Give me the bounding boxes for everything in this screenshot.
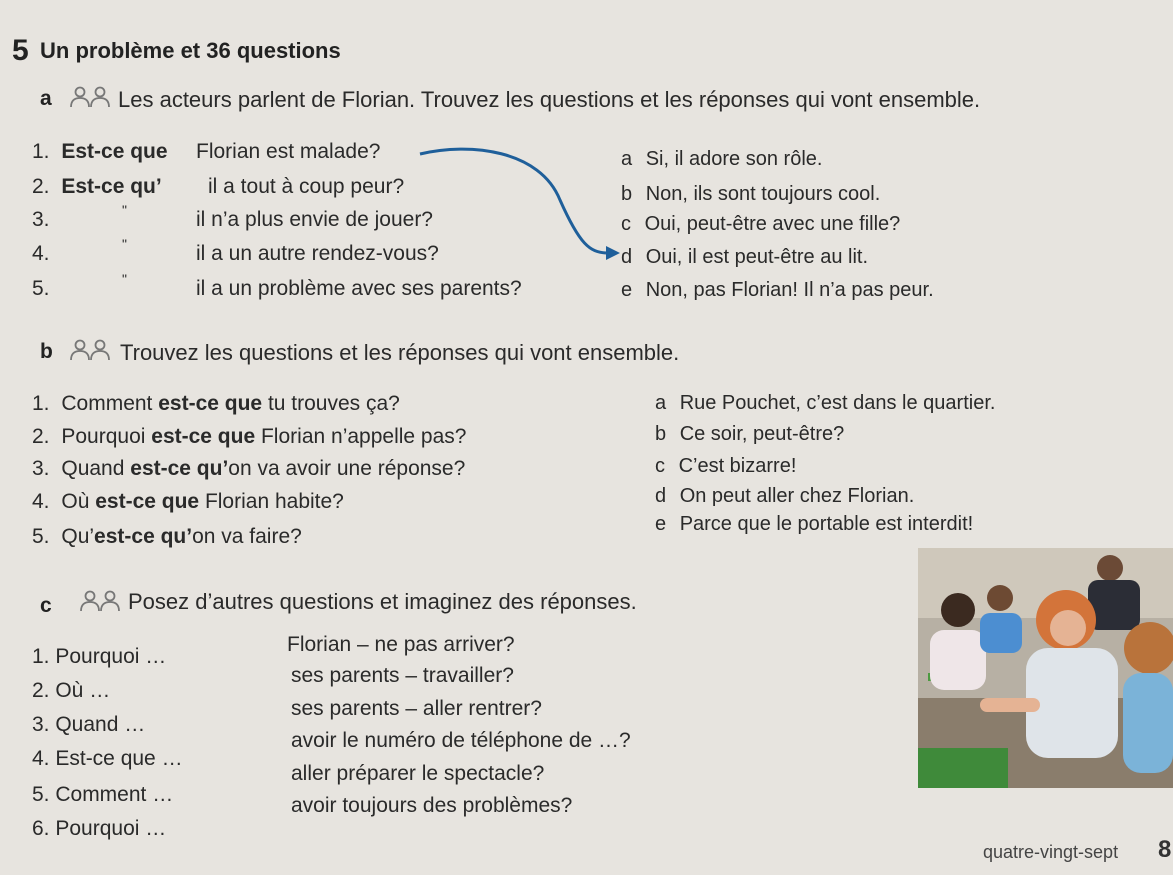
exercise-title: Un problème et 36 questions: [40, 38, 341, 63]
b-answer-a: [655, 392, 995, 415]
q-keyword: est-ce que: [95, 490, 200, 513]
answer-text: C’est bizarre!: [678, 455, 797, 477]
a-question-5-ditto: ": [122, 271, 127, 287]
q-keyword: est-ce que: [158, 392, 263, 415]
a-answer-e: [621, 279, 934, 302]
q-pre: Pourquoi: [61, 425, 146, 448]
b-answer-d: [655, 485, 914, 508]
c-question-3: 3. Quand …: [32, 713, 146, 736]
a-question-2-text: il a tout à coup peur?: [208, 175, 405, 198]
answer-text: On peut aller chez Florian.: [679, 485, 915, 507]
c-prompt-2: ses parents – travailler?: [291, 664, 514, 687]
q-pre: Qu’: [61, 525, 95, 548]
q-num: 4.: [32, 490, 50, 513]
page-number: 8: [1158, 836, 1172, 863]
q-num: 1.: [32, 392, 50, 415]
answer-letter: b: [655, 423, 667, 445]
answer-letter: e: [655, 513, 667, 535]
answer-text: Rue Pouchet, c’est dans le quartier.: [679, 392, 996, 414]
a-question-2: [32, 175, 162, 199]
q-lead: Est-ce que: [61, 140, 168, 163]
matching-arrow: [410, 140, 633, 265]
a-question-3-text: il n’a plus envie de jouer?: [196, 208, 433, 231]
answer-letter: e: [621, 279, 633, 301]
section-c-instruction: Posez d’autres questions et imaginez des réponses.: [128, 589, 637, 614]
q-pre: Quand: [61, 457, 125, 480]
a-question-1: [32, 140, 168, 164]
b-question-4: [32, 490, 344, 514]
answer-letter: a: [655, 392, 667, 414]
pair-work-icon: [78, 590, 122, 612]
q-pre: Où: [61, 490, 90, 513]
a-question-5-num: 5.: [32, 277, 50, 300]
answer-letter: b: [621, 183, 633, 205]
q-post: Florian habite?: [204, 490, 344, 513]
q-keyword: est-ce qu’: [130, 457, 229, 480]
a-answer-c: [621, 213, 900, 236]
a-question-4-ditto: ": [122, 236, 127, 252]
q-keyword: est-ce que: [151, 425, 256, 448]
q-num: 1.: [32, 140, 50, 163]
pair-work-icon: [68, 339, 112, 361]
section-b-letter: b: [40, 340, 53, 363]
page-number-words: quatre-vingt-sept: [983, 842, 1119, 862]
answer-letter: c: [655, 455, 665, 477]
classroom-photo: [918, 548, 1173, 788]
exercise-number: 5: [12, 34, 29, 67]
b-question-1: [32, 392, 400, 416]
section-a-instruction: Les acteurs parlent de Florian. Trouvez les questions et les réponses qui vont ensemble.: [118, 87, 981, 112]
pair-work-icon: [68, 86, 112, 108]
a-answer-b: [621, 183, 880, 206]
c-prompt-1: Florian – ne pas arriver?: [287, 633, 515, 656]
a-question-4-num: 4.: [32, 242, 50, 265]
q-num: 5.: [32, 525, 50, 548]
q-lead: Est-ce qu’: [61, 175, 162, 198]
section-b-instruction: Trouvez les questions et les réponses qui vont ensemble.: [120, 340, 680, 365]
b-question-2: [32, 425, 466, 449]
answer-letter: c: [621, 213, 631, 235]
answer-text: Ce soir, peut-être?: [679, 423, 845, 445]
q-post: on va avoir une réponse?: [228, 457, 466, 480]
q-post: tu trouves ça?: [267, 392, 400, 415]
c-question-5: 5. Comment …: [32, 783, 174, 806]
answer-text: Parce que le portable est interdit!: [679, 513, 974, 535]
answer-text: Oui, peut-être avec une fille?: [644, 213, 901, 235]
section-c-letter: c: [40, 594, 52, 617]
a-question-3-num: 3.: [32, 208, 50, 231]
answer-text: Oui, il est peut-être au lit.: [645, 246, 869, 268]
a-answer-a: [621, 148, 822, 171]
answer-letter: d: [621, 246, 633, 268]
q-num: 2.: [32, 175, 50, 198]
c-question-2: 2. Où …: [32, 679, 111, 702]
q-num: 2.: [32, 425, 50, 448]
answer-letter: d: [655, 485, 667, 507]
b-question-5: [32, 525, 302, 549]
a-answer-d: [621, 246, 868, 269]
b-answer-c: [655, 455, 796, 478]
answer-text: Non, ils sont toujours cool.: [645, 183, 881, 205]
c-question-4: 4. Est-ce que …: [32, 747, 183, 770]
q-post: on va faire?: [192, 525, 302, 548]
c-prompt-6: avoir toujours des problèmes?: [291, 794, 573, 817]
a-question-3-ditto: ": [122, 202, 127, 218]
c-prompt-4: avoir le numéro de téléphone de …?: [291, 729, 631, 752]
c-question-6: 6. Pourquoi …: [32, 817, 167, 840]
c-prompt-3: ses parents – aller rentrer?: [291, 697, 542, 720]
c-prompt-5: aller préparer le spectacle?: [291, 762, 545, 785]
b-answer-b: [655, 423, 844, 446]
b-question-3: [32, 457, 465, 481]
c-question-1: 1. Pourquoi …: [32, 645, 167, 668]
answer-text: Non, pas Florian! Il n’a pas peur.: [645, 279, 934, 301]
q-post: Florian n’appelle pas?: [260, 425, 467, 448]
q-num: 3.: [32, 457, 50, 480]
a-question-4-text: il a un autre rendez-vous?: [196, 242, 439, 265]
section-a-letter: a: [40, 87, 52, 110]
q-keyword: est-ce qu’: [94, 525, 193, 548]
a-question-5-text: il a un problème avec ses parents?: [196, 277, 522, 300]
q-pre: Comment: [61, 392, 153, 415]
a-question-1-text: Florian est malade?: [196, 140, 381, 163]
answer-letter: a: [621, 148, 633, 170]
b-answer-e: [655, 513, 973, 536]
answer-text: Si, il adore son rôle.: [645, 148, 823, 170]
